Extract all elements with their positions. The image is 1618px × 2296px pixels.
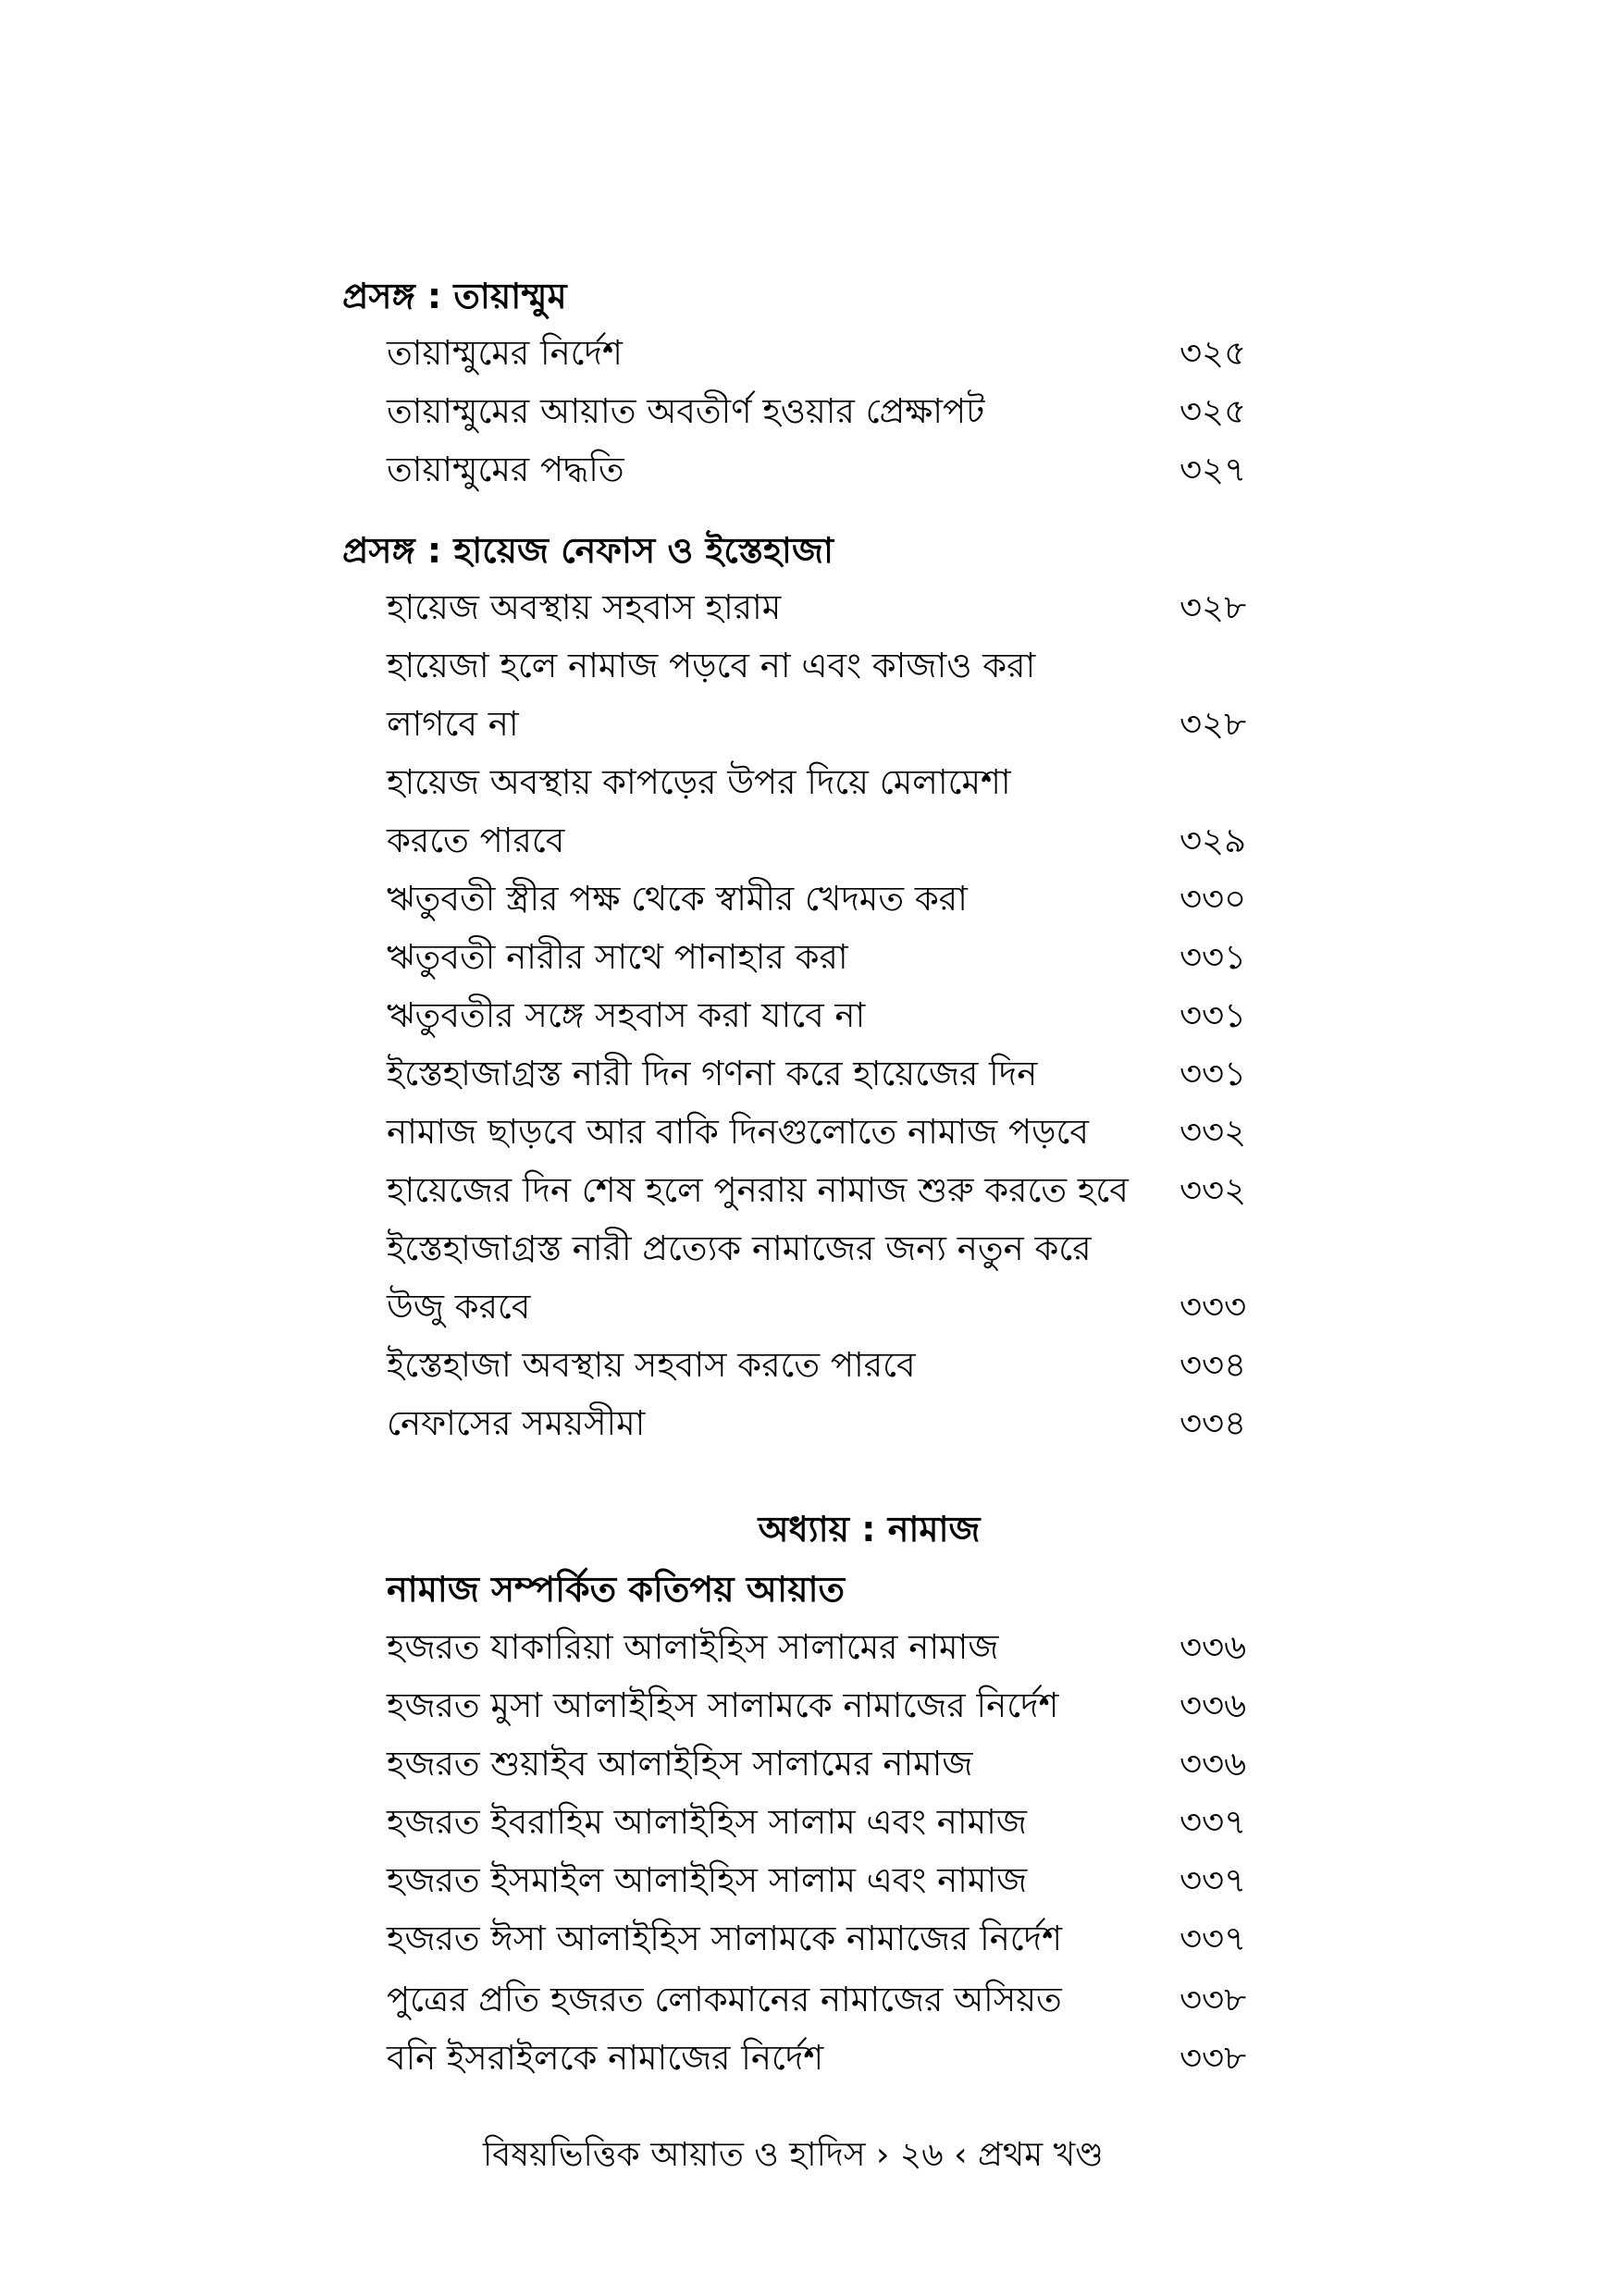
toc-entry: হায়েজা হলে নামাজ পড়বে না এবং কাজাও করা — [387, 646, 1036, 685]
toc-entry: ঋতুবতী স্ত্রীর পক্ষ থেকে স্বামীর খেদমত করা — [387, 879, 968, 919]
toc-page-number: ৩৩২ — [1180, 1170, 1247, 1210]
page-footer: বিষয়ভিত্তিক আয়াত ও হাদিস › ২৬ ‹ প্রথম খণ্ড — [483, 2136, 1104, 2174]
chapter-title: অধ্যায় : নামাজ — [758, 1509, 981, 1549]
toc-page-number: ৩৩০ — [1180, 879, 1247, 919]
toc-entry: ইস্তেহাজাগ্রস্ত নারী প্রত্যেক নামাজের জন্য নতুন করে — [387, 1228, 1092, 1268]
toc-page-number: ৩৩৭ — [1180, 1860, 1247, 1900]
toc-entry: করতে পারবে — [387, 821, 565, 860]
toc-page-number: ৩২৫ — [1180, 391, 1247, 431]
toc-page-number: ৩২৫ — [1180, 333, 1247, 373]
toc-entry: হজরত মুসা আলাইহিস সালামকে নামাজের নির্দেশ — [387, 1685, 1059, 1725]
toc-entry: বনি ইসরাইলকে নামাজের নির্দেশ — [387, 2038, 824, 2078]
toc-entry: হায়েজের দিন শেষ হলে পুনরায় নামাজ শুরু করতে হবে — [387, 1170, 1129, 1210]
toc-page-number: ৩৩১ — [1180, 1054, 1247, 1093]
toc-entry: ঋতুবতীর সঙ্গে সহবাস করা যাবে না — [387, 995, 866, 1035]
toc-entry: উজু করবে — [387, 1287, 531, 1327]
toc-page-number: ৩৩৭ — [1180, 1802, 1247, 1842]
toc-page-number: ৩৩১ — [1180, 995, 1247, 1035]
toc-entry: হজরত ইসমাইল আলাইহিস সালাম এবং নামাজ — [387, 1860, 1028, 1900]
toc-page-number: ৩২৮ — [1180, 587, 1247, 627]
toc-page-number: ৩৩৮ — [1180, 1980, 1247, 2019]
toc-entry: ঋতুবতী নারীর সাথে পানাহার করা — [387, 937, 848, 977]
toc-page-number: ৩৩৬ — [1180, 1744, 1247, 1784]
toc-page-number: ৩৩১ — [1180, 937, 1247, 977]
toc-entry: তায়াম্মুমের পদ্ধতি — [387, 450, 624, 489]
toc-entry: লাগবে না — [387, 704, 519, 744]
toc-page-number: ৩৩৩ — [1180, 1287, 1247, 1327]
toc-page-number: ৩৩৪ — [1180, 1345, 1247, 1385]
toc-page-number: ৩৩৬ — [1180, 1685, 1247, 1725]
toc-entry: হজরত শুয়াইব আলাইহিস সালামের নামাজ — [387, 1744, 973, 1784]
chapter-subheading: নামাজ সম্পর্কিত কতিপয় আয়াত — [387, 1569, 845, 1610]
toc-entry: ইস্তেহাজা অবস্থায় সহবাস করতে পারবে — [387, 1345, 916, 1385]
toc-entry: ইস্তেহাজাগ্রস্ত নারী দিন গণনা করে হায়েজের দিন — [387, 1054, 1038, 1093]
toc-entry: হায়েজ অবস্থায় কাপড়ের উপর দিয়ে মেলামেশা — [387, 762, 1011, 802]
toc-page-number: ৩২৭ — [1180, 450, 1247, 489]
toc-entry: নেফাসের সময়সীমা — [387, 1403, 646, 1443]
toc-page-number: ৩৩৬ — [1180, 1627, 1247, 1667]
toc-page-number: ৩২৮ — [1180, 704, 1247, 744]
section-heading-hayez: প্রসঙ্গ : হায়েজ নেফাস ও ইস্তেহাজা — [342, 530, 834, 571]
toc-entry: পুত্রের প্রতি হজরত লোকমানের নামাজের অসিয়ত — [387, 1980, 1062, 2019]
toc-entry: হায়েজ অবস্থায় সহবাস হারাম — [387, 587, 782, 627]
toc-entry: হজরত যাকারিয়া আলাইহিস সালামের নামাজ — [387, 1627, 999, 1667]
toc-page-number: ৩২৯ — [1180, 821, 1247, 860]
toc-page-number: ৩৩২ — [1180, 1112, 1247, 1152]
section-heading-tayammum: প্রসঙ্গ : তায়াম্মুম — [342, 276, 567, 316]
toc-entry: তায়াম্মুমের নির্দেশ — [387, 333, 623, 373]
toc-entry: হজরত ঈসা আলাইহিস সালামকে নামাজের নির্দেশ — [387, 1919, 1063, 1958]
toc-page-number: ৩৩৪ — [1180, 1403, 1247, 1443]
toc-entry: তায়াম্মুমের আয়াত অবতীর্ণ হওয়ার প্রেক্ষাপট — [387, 391, 985, 431]
toc-entry: নামাজ ছাড়বে আর বাকি দিনগুলোতে নামাজ পড়বে — [387, 1112, 1089, 1152]
toc-entry: হজরত ইবরাহিম আলাইহিস সালাম এবং নামাজ — [387, 1802, 1027, 1842]
toc-page-number: ৩৩৭ — [1180, 1919, 1247, 1958]
toc-page-number: ৩৩৮ — [1180, 2038, 1247, 2078]
